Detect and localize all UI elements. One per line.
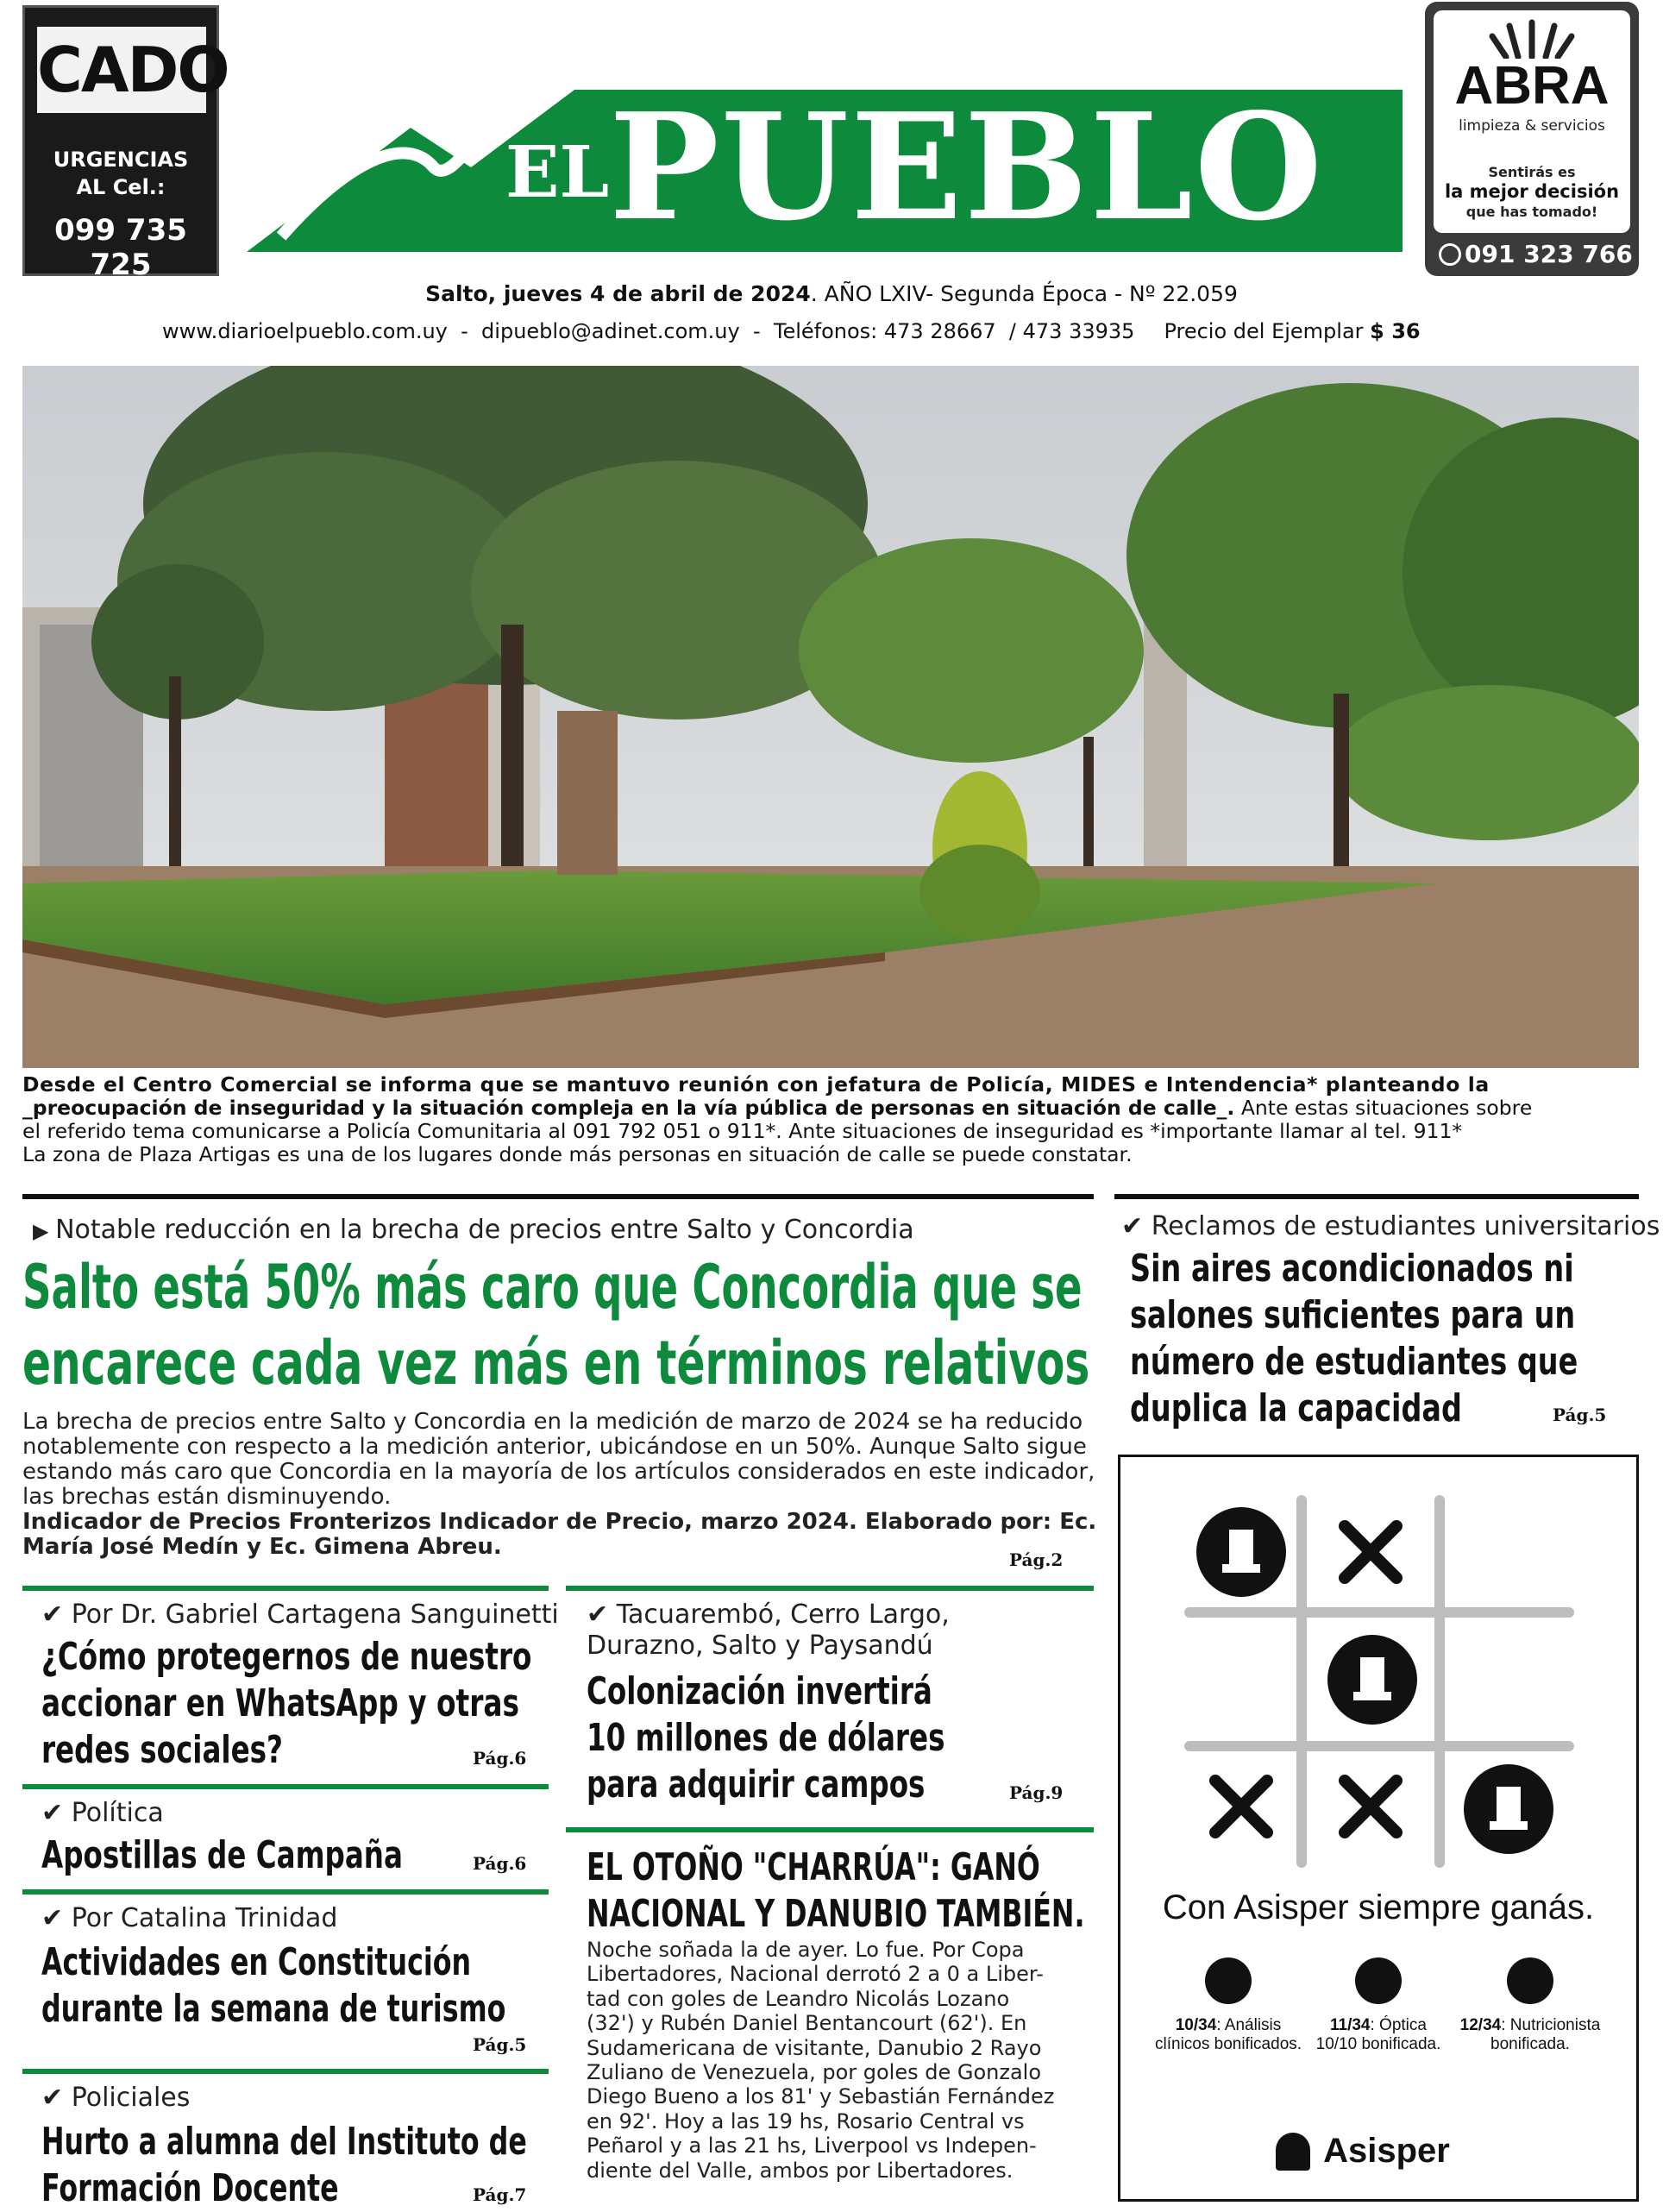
sports-headline-line: EL OTOÑO "CHARRÚA": GANÓ bbox=[587, 1845, 1040, 1889]
masthead bbox=[247, 64, 1403, 254]
story2-headline[interactable]: Apostillas de Campaña bbox=[41, 1833, 403, 1877]
right-headline-line: salones suficientes para un bbox=[1130, 1293, 1576, 1337]
asisper-benefit-1: 10/34: Análisis clínicos bonificados. bbox=[1155, 1957, 1302, 2054]
mid-page-ref[interactable]: Pág.9 bbox=[1009, 1782, 1064, 1803]
story4-page-ref[interactable]: Pág.7 bbox=[473, 2184, 527, 2205]
story1-headline-line: accionar en WhatsApp y otras bbox=[41, 1681, 520, 1725]
lead-credit-line: Indicador de Precios Fronterizos Indicador de Precio, marzo 2024. Elaborado por: Ec. bbox=[22, 1509, 1097, 1535]
lead-credit-line: María José Medín y Ec. Gimena Abreu. bbox=[22, 1534, 502, 1560]
abra-logo: ABRA bbox=[1454, 56, 1610, 116]
sports-body-line: (32') y Rubén Daniel Bentancourt (62'). En bbox=[587, 2011, 1027, 2036]
cado-ad[interactable] bbox=[22, 5, 229, 282]
abra-ad[interactable] bbox=[1425, 2, 1639, 276]
check-icon: ✔ bbox=[1121, 1211, 1152, 1241]
abra-sun-rays-icon bbox=[1487, 17, 1577, 59]
story3-page-ref[interactable]: Pág.5 bbox=[473, 2034, 527, 2055]
masthead-pueblo: PUEBLO bbox=[609, 81, 1324, 254]
mid-kicker: ✔ Tacuarembó, Cerro Largo, Durazno, Salto y Paysandú bbox=[587, 1599, 950, 1661]
cado-al-cel: AL Cel.: bbox=[76, 175, 166, 199]
lead-headline-2[interactable]: encarece cada vez más en términos relativos bbox=[22, 1328, 1090, 1398]
lighthouse-icon bbox=[1327, 1635, 1417, 1725]
dateline bbox=[0, 281, 1663, 306]
caption-line-4: La zona de Plaza Artigas es una de los lugares donde más personas en situación de calle se puede constatar. bbox=[22, 1142, 1133, 1166]
sports-body-line: diente del Valle, ambos por Libertadores. bbox=[587, 2158, 1013, 2183]
asisper-brand bbox=[1276, 2132, 1450, 2171]
x-mark-icon bbox=[1345, 1526, 1396, 1578]
abra-slogan-3: que has tomado! bbox=[1465, 204, 1598, 220]
sports-headline-line: NACIONAL Y DANUBIO TAMBIÉN. bbox=[587, 1892, 1085, 1936]
mid-kicker-line-2: Durazno, Salto y Paysandú bbox=[587, 1631, 933, 1661]
story2-kicker: ✔ Política bbox=[41, 1798, 164, 1828]
mid-rule bbox=[566, 1586, 1094, 1591]
check-icon: ✔ bbox=[41, 1798, 72, 1828]
sports-rule bbox=[566, 1827, 1094, 1832]
asisper-brand-text: Asisper bbox=[1323, 2132, 1450, 2170]
lead-body bbox=[22, 1410, 1096, 1560]
abra-phone: 091 323 766 bbox=[1465, 240, 1633, 268]
lead-top-rule bbox=[22, 1194, 1094, 1199]
right-headline-line: número de estudiantes que bbox=[1130, 1340, 1578, 1384]
right-top-rule bbox=[1114, 1194, 1639, 1199]
right-kicker bbox=[1121, 1211, 1660, 1241]
cado-logo: CADO bbox=[37, 27, 206, 113]
asisper-slogan: Con Asisper siempre ganás. bbox=[1162, 1888, 1595, 1926]
whatsapp-icon bbox=[1439, 243, 1461, 266]
story1-page-ref[interactable]: Pág.6 bbox=[473, 1748, 527, 1769]
sports-body-line: Libertadores, Nacional derrotó 2 a 0 a Liber- bbox=[587, 1962, 1044, 1987]
dateline-edition: . AÑO LXIV- Segunda Época - Nº 22.059 bbox=[810, 281, 1238, 306]
abra-ad-panel bbox=[1434, 10, 1630, 233]
photo-caption bbox=[22, 1073, 1639, 1166]
story3-rule bbox=[22, 1889, 549, 1895]
lighthouse-icon bbox=[1464, 1764, 1553, 1854]
lead-body-line: La brecha de precios entre Salto y Concordia en la medición de marzo de 2024 se ha reducido bbox=[22, 1409, 1083, 1435]
lighthouse-icon bbox=[1205, 1957, 1252, 2004]
check-icon: ✔ bbox=[41, 1599, 72, 1630]
story1-kicker: ✔ Por Dr. Gabriel Cartagena Sanguinetti bbox=[41, 1599, 559, 1630]
abra-slogan-1: Sentirás es bbox=[1488, 164, 1576, 180]
lead-body-line: las brechas están disminuyendo. bbox=[22, 1484, 392, 1510]
abra-sub: limpieza & servicios bbox=[1459, 117, 1605, 135]
sports-body-line: en 92'. Hoy a las 19 hs, Rosario Central vs bbox=[587, 2108, 1025, 2133]
asisper-benefit-3: 12/34: Nutricionista bonificada. bbox=[1457, 1957, 1603, 2054]
sports-body-line: Noche soñada la de ayer. Lo fue. Por Copa bbox=[587, 1938, 1025, 1962]
masthead-el: EL bbox=[505, 131, 610, 214]
lead-page-ref[interactable]: Pág.2 bbox=[1009, 1549, 1064, 1570]
mid-headline-line: Colonización invertirá bbox=[587, 1669, 932, 1713]
asisper-benefit-2: 11/34: Óptica 10/10 bonificada. bbox=[1305, 1957, 1452, 2054]
park-photo-illustration bbox=[22, 366, 1639, 1068]
cado-phone: 099 735 725 bbox=[54, 213, 187, 282]
cado-urgencias: URGENCIAS bbox=[53, 148, 189, 172]
right-page-ref[interactable]: Pág.5 bbox=[1553, 1404, 1607, 1425]
contacts-line bbox=[162, 319, 1421, 343]
mid-headline[interactable] bbox=[587, 1668, 1070, 1808]
story3-kicker: ✔ Por Catalina Trinidad bbox=[41, 1903, 338, 1933]
story1-headline-line: ¿Cómo protegernos de nuestro bbox=[41, 1635, 532, 1679]
asisper-logo-icon bbox=[1276, 2133, 1310, 2171]
story2-rule bbox=[22, 1784, 549, 1789]
right-kicker-text: Reclamos de estudiantes universitarios bbox=[1151, 1211, 1660, 1241]
lighthouse-icon bbox=[1507, 1957, 1553, 2004]
mid-headline-line: para adquirir campos bbox=[587, 1763, 926, 1807]
lead-headline-1[interactable]: Salto está 50% más caro que Concordia que se bbox=[22, 1252, 1083, 1323]
check-icon: ✔ bbox=[41, 1903, 72, 1933]
lighthouse-icon bbox=[1355, 1957, 1402, 2004]
story3-headline-line: durante la semana de turismo bbox=[41, 1987, 506, 2031]
asisper-ad[interactable] bbox=[1118, 1455, 1639, 2202]
story3-headline-line: Actividades en Constitución bbox=[41, 1940, 472, 1984]
story1-headline-line: redes sociales? bbox=[41, 1728, 283, 1772]
caption-line-2-bold: _preocupación de inseguridad y la situación compleja en la vía pública de personas en situación de calle_. bbox=[22, 1096, 1235, 1120]
story4-headline-line: Hurto a alumna del Instituto de bbox=[41, 2120, 527, 2164]
triangle-right-icon: ▶ bbox=[33, 1219, 56, 1243]
check-icon: ✔ bbox=[587, 1599, 617, 1630]
story4-rule bbox=[22, 2069, 549, 2074]
story4-kicker: ✔ Policiales bbox=[41, 2083, 191, 2113]
lead-body-line: notablemente con respecto a la medición anterior, ubicándose en un 50%. Aunque Salto sigue bbox=[22, 1434, 1087, 1460]
sports-body-line: tad con goles de Leandro Nicolás Lozano bbox=[587, 1986, 1010, 2011]
lead-kicker-text: Notable reducción en la brecha de precios entre Salto y Concordia bbox=[55, 1215, 914, 1245]
dateline-date: Salto, jueves 4 de abril de 2024 bbox=[425, 281, 811, 306]
price-label: Precio del Ejemplar bbox=[1164, 319, 1364, 343]
sports-body-line: Zuliano de Venezuela, por goles de Gonzalo bbox=[587, 2060, 1042, 2085]
contacts: www.diarioelpueblo.com.uy - dipueblo@adinet.com.uy - Teléfonos: 473 28667 / 473 33935 bbox=[162, 319, 1135, 343]
caption-line-2-rest: Ante estas situaciones sobre bbox=[1234, 1096, 1533, 1120]
sports-body bbox=[587, 1938, 1054, 2183]
front-photo bbox=[22, 366, 1639, 1068]
right-headline-line: duplica la capacidad bbox=[1130, 1386, 1462, 1430]
sports-body-line: Peñarol y a las 21 hs, Liverpool vs Indepen- bbox=[587, 2133, 1037, 2159]
caption-line-3: el referido tema comunicarse a Policía Comunitaria al 091 792 051 o 911*. Ante situaciones de inseguridad es *importante llamar al tel. 911* bbox=[22, 1119, 1463, 1143]
story1-rule bbox=[22, 1586, 549, 1591]
abra-slogan-2: la mejor decisión bbox=[1444, 181, 1620, 202]
story4-headline-line: Formación Docente bbox=[41, 2166, 339, 2210]
price-value: $ 36 bbox=[1370, 319, 1421, 343]
lead-kicker bbox=[33, 1215, 914, 1245]
sports-body-line: Sudamericana de visitante, Danubio 2 Rayo bbox=[587, 2035, 1042, 2060]
check-icon: ✔ bbox=[41, 2083, 72, 2113]
lead-body-line: estando más caro que Concordia en la mayoría de los artículos considerados en este indicador, bbox=[22, 1459, 1095, 1485]
lighthouse-icon bbox=[1196, 1507, 1286, 1597]
tic-tac-toe-graphic bbox=[1181, 1492, 1578, 1871]
caption-line-1: Desde el Centro Comercial se informa que se mantuvo reunión con jefatura de Policía, MIDES e Intendencia* planteando la bbox=[22, 1072, 1490, 1097]
story2-page-ref[interactable]: Pág.6 bbox=[473, 1853, 527, 1874]
right-headline-line: Sin aires acondicionados ni bbox=[1130, 1247, 1574, 1291]
mid-headline-line: 10 millones de dólares bbox=[587, 1716, 945, 1760]
sports-body-line: Diego Bueno a los 81' y Sebastián Fernández bbox=[587, 2084, 1055, 2109]
